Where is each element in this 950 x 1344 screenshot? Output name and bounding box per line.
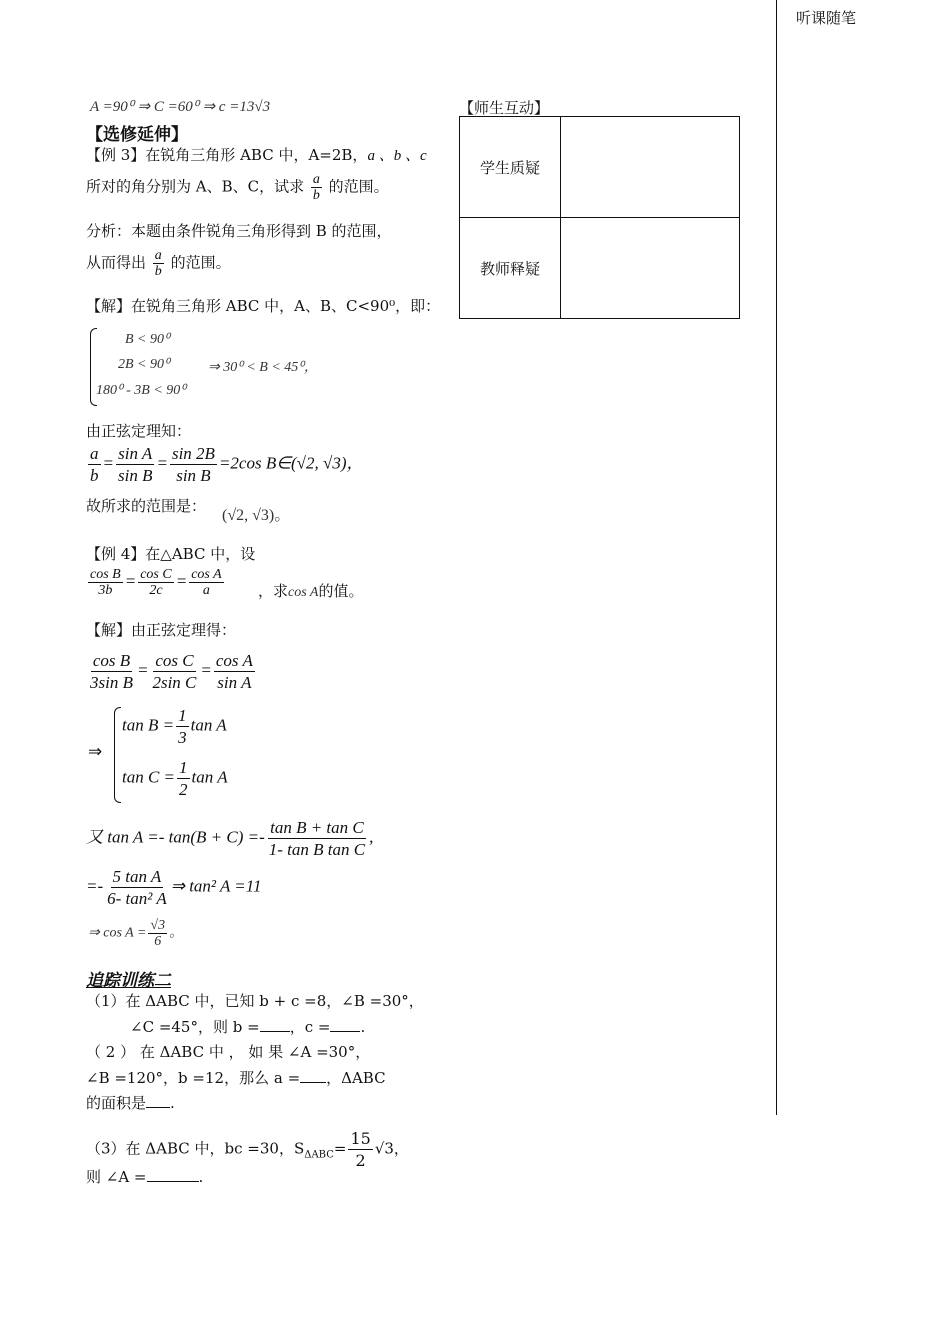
ex3-fraction	[311, 172, 322, 203]
frac-1-2: $\frac{1}{2}$	[179, 758, 188, 799]
frac-cosB-3b: $\frac{\text{cos B}}{3b}$	[90, 567, 121, 598]
q1-b-label: ∠C =45°，则 b =	[130, 1018, 260, 1036]
step2: =- $\frac{\text{5 tan A}}{\text{6- tan² A}}$ ⇒ tan² A =11	[86, 867, 262, 908]
frac-final	[148, 918, 167, 949]
final-den: 6	[154, 934, 162, 949]
section-title: 【选修延伸】	[86, 125, 188, 145]
ex3-vars: a 、b 、c	[367, 148, 427, 164]
frac-a-b: $\frac{a}{b}$	[90, 444, 99, 485]
ex3-question: 所对的角分别为 A、B、C，试求	[86, 177, 305, 196]
q2-a-blank[interactable]	[300, 1082, 326, 1083]
ex3-analysis2-head: 从而得出	[86, 253, 147, 272]
ineq-3: 180⁰ - 3B < 90⁰	[96, 383, 186, 398]
q3-sub: ΔABC	[304, 1149, 334, 1161]
ex3-solution: 【解】在锐角三角形 ABC 中，A、B、C<90⁰，即：	[86, 297, 441, 315]
ex4-given: $\frac{\text{cos B}}{3b}$ = $\frac{\text{cos C}}{2c}$ = $\frac{\text{cos A}}{a}$	[90, 567, 222, 598]
ex4-ask-tail: 的值。	[318, 582, 364, 600]
frac-15-2	[348, 1128, 372, 1171]
q3-angle-blank[interactable]	[147, 1181, 199, 1182]
range-value: (√2, √3)。	[222, 507, 291, 524]
frac-num: a	[154, 248, 162, 263]
frac-cosC-2sinC: $\frac{\text{cos C}}{\text{2sin C}}$	[152, 651, 197, 692]
final-tail: 。	[169, 925, 184, 941]
tan-sum: 又 tan A =- tan(B + C) =- $\frac{\text{tan B + tan C}}{\text{1- tan B tan C}}$ ,	[86, 818, 374, 859]
q1-c-blank[interactable]	[330, 1031, 360, 1032]
student-question-cell[interactable]	[561, 117, 740, 218]
frac-cosA-a: $\frac{\text{cos A}}{a}$	[191, 567, 222, 598]
teacher-answer-label: 教师释疑	[460, 218, 561, 319]
final-answer	[88, 918, 183, 949]
q1-end: .	[360, 1018, 366, 1036]
q3-den: 2	[355, 1151, 366, 1170]
ex3-analysis: 分析：本题由条件锐角三角形得到 B 的范围，	[86, 222, 392, 240]
final-head: ⇒ cos A =	[88, 925, 147, 941]
tanA-term: tan A	[191, 767, 228, 787]
ineq-1: B < 90⁰	[125, 332, 170, 347]
step2-tail: ⇒ tan² A =11	[170, 876, 262, 896]
q2-line1: （ 2 ） 在 ΔABC 中 ， 如 果 ∠A =30°，	[86, 1043, 371, 1061]
q3-end: .	[198, 1168, 204, 1186]
teacher-answer-cell[interactable]	[561, 218, 740, 319]
ineq-result: ⇒ 30⁰ < B < 45⁰，	[208, 360, 318, 375]
q1-line2	[130, 1016, 365, 1037]
final-num: √3	[150, 918, 166, 933]
ex3-fraction-2	[153, 248, 164, 279]
q2-a-label: ∠B =120°，b =12，那么 a =	[86, 1069, 301, 1087]
ratio-tail: =2cos B∈(√2, √3)，	[218, 453, 364, 473]
q3-line1	[86, 1128, 409, 1171]
range-label: 故所求的范围是：	[86, 497, 207, 515]
q2-line2	[86, 1067, 386, 1088]
ex4-ask-head: ，求	[258, 582, 289, 600]
sidebar-label: 听课随笔	[796, 9, 857, 27]
q3-eq: =	[333, 1139, 347, 1158]
q3-num: 15	[350, 1129, 371, 1148]
tanB-label: tan B =	[122, 715, 175, 735]
ex4-ask-expr: cos A	[288, 585, 319, 600]
interaction-table	[459, 116, 740, 319]
training-title-text: 追踪训练二	[86, 971, 171, 991]
ex3-line2	[86, 172, 389, 203]
ex4-solution: 【解】由正弦定理得：	[86, 621, 237, 639]
student-question-label: 学生质疑	[460, 117, 561, 218]
q1-line1: （1）在 ΔABC 中，已知 b + c =8，∠B =30°，	[86, 992, 424, 1010]
ex3-line1	[86, 144, 427, 165]
frac-tan-sum	[267, 817, 367, 860]
step2-num: 5 tan A	[112, 867, 162, 886]
frac-sinA-sinB: $\frac{\text{sin A}}{\text{sin B}}$	[117, 444, 153, 485]
q2-area-label: 的面积是	[86, 1094, 147, 1112]
q3-head: （3）在 ΔABC 中，bc =30，S	[86, 1139, 305, 1158]
ex3-analysis2-tail: 的范围。	[170, 253, 231, 272]
top-formula: A =90⁰ ⇒ C =60⁰ ⇒ c =13√3	[90, 99, 271, 115]
ex4-ratio: $\frac{\text{cos B}}{\text{3sin B}}$ = $\frac{\text{cos C}}{\text{2sin C}}$ = $\frac{\text{cos A}}{\text{sin A}}$	[90, 651, 253, 692]
frac-den: b	[312, 188, 320, 203]
tan-sum-num: tan B + tan C	[270, 818, 364, 837]
step2-den: 6- tan² A	[107, 889, 167, 908]
tanC-eq	[122, 757, 228, 800]
q2-area-blank[interactable]	[146, 1107, 170, 1108]
tan-sum-den: 1- tan B tan C	[268, 840, 366, 859]
q1-c-label: ，c =	[289, 1018, 331, 1036]
ratio-equation: $\frac{a}{b}$ = $\frac{\text{sin A}}{\text{sin B}}$ = $\frac{\sin 2B}{\text{sin B}}$ =2cos B∈(√2, √3)，	[90, 444, 364, 485]
ex3-intro: 【例 3】在锐角三角形 ABC 中，A=2B，	[86, 146, 368, 164]
ineq-2: 2B < 90⁰	[118, 357, 170, 372]
q3-tail: √3，	[374, 1139, 409, 1158]
brace	[114, 707, 121, 803]
ex4-title: 【例 4】在△ABC 中，设	[86, 545, 256, 563]
q2-line3	[86, 1092, 175, 1113]
frac-num: a	[312, 172, 320, 187]
q3-angle-label: 则 ∠A =	[86, 1168, 147, 1186]
interaction-title: 【师生互动】	[459, 99, 550, 117]
ex3-analysis2	[86, 248, 231, 279]
frac-step2	[105, 866, 169, 909]
frac-den: b	[154, 264, 162, 279]
q1-b-blank[interactable]	[260, 1031, 290, 1032]
ex4-ask	[258, 580, 364, 601]
q2-end: .	[170, 1094, 175, 1112]
sine-law-label: 由正弦定理知：	[86, 422, 192, 440]
tanC-label: tan C =	[122, 767, 176, 787]
tanB-eq	[122, 705, 227, 748]
q3-line2	[86, 1166, 203, 1187]
tan-sum-head: 又 tan A =- tan(B + C) =-	[86, 827, 265, 847]
frac-cosA-sinA: $\frac{\text{cos A}}{\text{sin A}}$	[215, 651, 253, 692]
frac-cosB-3sinB: $\frac{\text{cos B}}{\text{3sin B}}$	[90, 651, 133, 692]
implies-arrow: ⇒	[88, 742, 103, 761]
ex3-question-tail: 的范围。	[328, 177, 389, 196]
margin-divider	[776, 0, 777, 1115]
frac-1-3: $\frac{1}{3}$	[178, 706, 187, 747]
frac-cosC-2c: $\frac{\text{cos C}}{2c}$	[140, 567, 172, 598]
training-title	[86, 966, 171, 991]
tanA-term: tan A	[190, 715, 227, 735]
q2-triangle: ，ΔABC	[326, 1069, 386, 1087]
frac-sin2B-sinB: $\frac{\sin 2B}{\text{sin B}}$	[171, 444, 215, 485]
